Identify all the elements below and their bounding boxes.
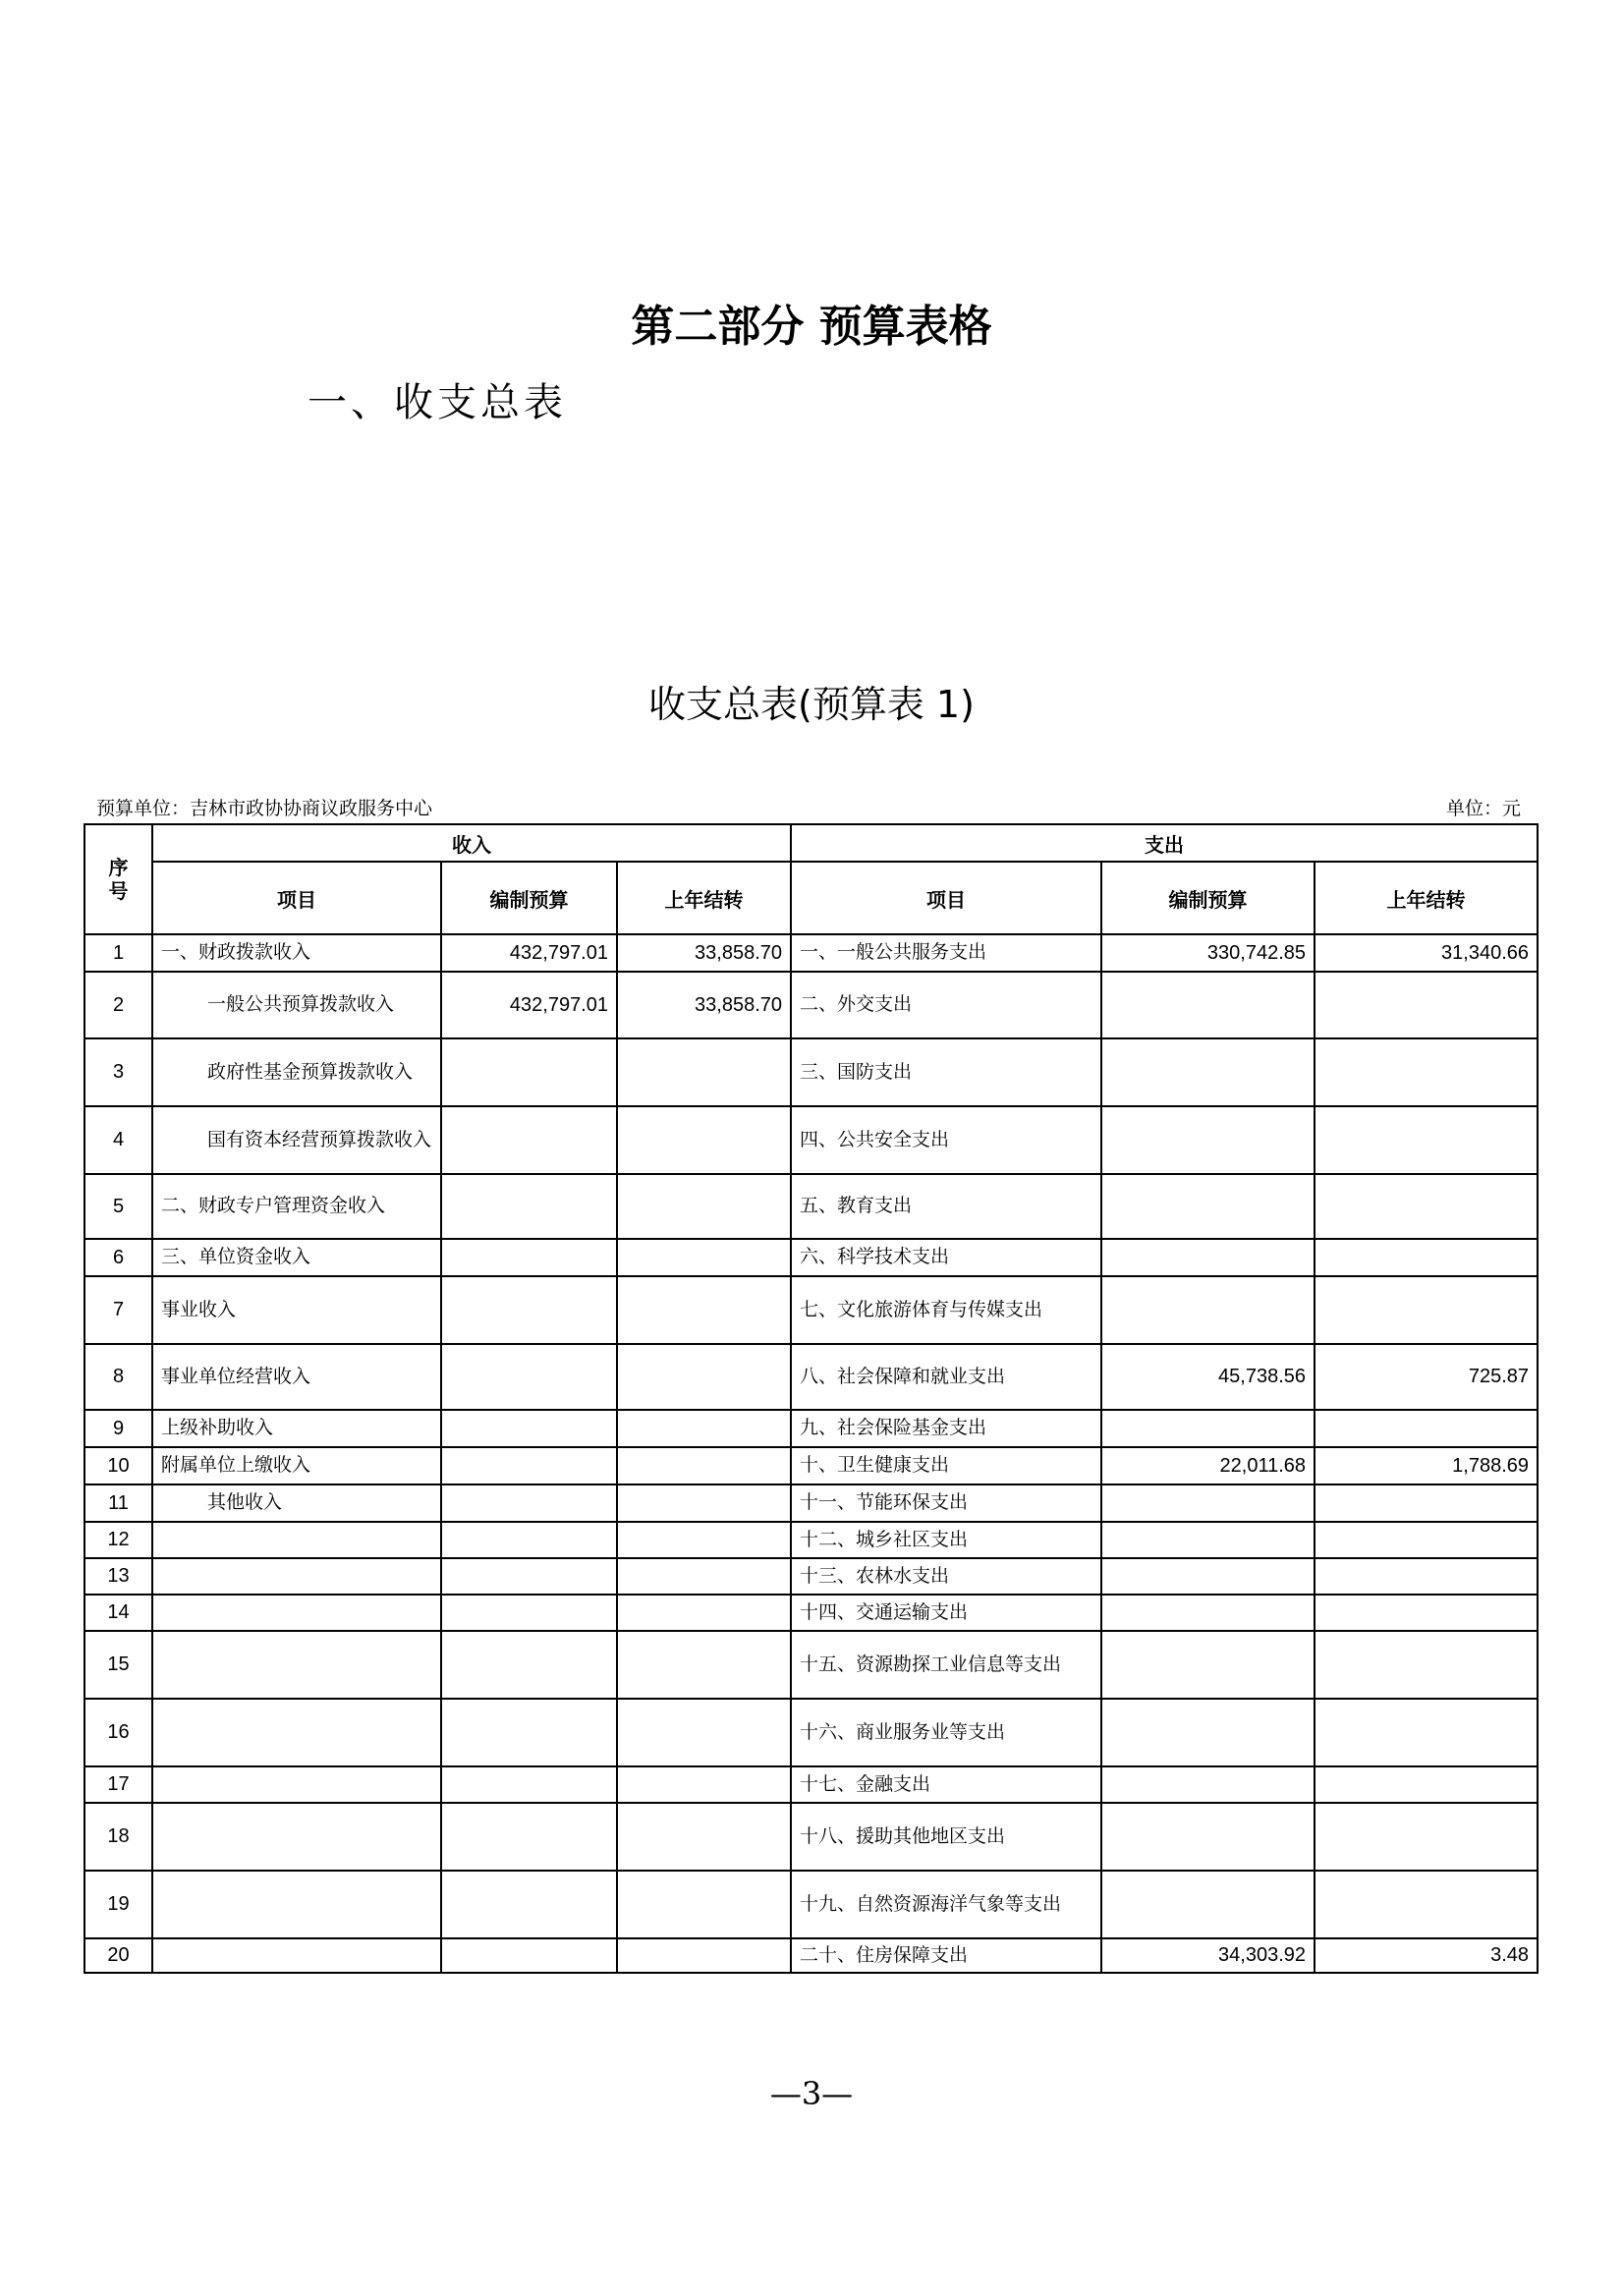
expense-carryover: 725.87 <box>1315 1344 1538 1410</box>
section-title: 一、收支总表 <box>308 380 567 425</box>
table-row <box>84 1239 1538 1276</box>
expense-budget <box>1101 1803 1315 1871</box>
expense-budget <box>1101 1766 1315 1803</box>
income-budget <box>441 1344 617 1410</box>
expense-item: 十二、城乡社区支出 <box>791 1522 1101 1558</box>
expense-carryover <box>1315 1631 1538 1699</box>
income-budget-header: 编制预算 <box>441 862 617 934</box>
expense-carryover <box>1315 1038 1538 1106</box>
income-carryover <box>617 1699 791 1766</box>
income-carryover <box>617 1484 791 1522</box>
row-seq: 9 <box>84 1410 152 1447</box>
expense-item: 十、卫生健康支出 <box>791 1447 1101 1484</box>
income-carryover <box>617 1595 791 1631</box>
income-carryover <box>617 1276 791 1344</box>
income-budget: 432,797.01 <box>441 934 617 972</box>
income-item: 其他收入 <box>152 1484 441 1522</box>
row-seq: 5 <box>84 1174 152 1239</box>
income-budget <box>441 1522 617 1558</box>
expense-item: 二、外交支出 <box>791 972 1101 1038</box>
row-seq: 18 <box>84 1803 152 1871</box>
table-row <box>84 1522 1538 1558</box>
row-seq: 13 <box>84 1558 152 1595</box>
income-budget <box>441 1106 617 1174</box>
income-carryover <box>617 1239 791 1276</box>
expense-carryover <box>1315 1174 1538 1239</box>
expense-item: 十四、交通运输支出 <box>791 1595 1101 1631</box>
budget-unit-label: 预算单位：吉林市政协协商议政服务中心 <box>96 798 433 819</box>
income-carryover <box>617 1522 791 1558</box>
row-seq: 19 <box>84 1871 152 1938</box>
income-budget <box>441 1938 617 1973</box>
expense-carryover <box>1315 1595 1538 1631</box>
expense-carryover <box>1315 1276 1538 1344</box>
row-seq: 14 <box>84 1595 152 1631</box>
expense-budget <box>1101 1699 1315 1766</box>
income-item <box>152 1558 441 1595</box>
income-item: 三、单位资金收入 <box>152 1239 441 1276</box>
row-seq: 3 <box>84 1038 152 1106</box>
income-item: 国有资本经营预算拨款收入 <box>152 1106 441 1174</box>
income-item: 事业单位经营收入 <box>152 1344 441 1410</box>
income-item <box>152 1595 441 1631</box>
expense-budget-header: 编制预算 <box>1101 862 1315 934</box>
table-row <box>84 934 1538 972</box>
income-item <box>152 1766 441 1803</box>
expense-item: 十五、资源勘探工业信息等支出 <box>791 1631 1101 1699</box>
expense-carryover <box>1315 1699 1538 1766</box>
income-carryover <box>617 1558 791 1595</box>
page-number: —3— <box>769 2075 854 2112</box>
expense-item: 三、国防支出 <box>791 1038 1101 1106</box>
income-carryover: 33,858.70 <box>617 972 791 1038</box>
expense-budget <box>1101 1038 1315 1106</box>
income-carryover <box>617 1447 791 1484</box>
seq-header: 序号 <box>84 824 152 934</box>
expense-item: 一、一般公共服务支出 <box>791 934 1101 972</box>
table-row <box>84 1410 1538 1447</box>
expense-carryover <box>1315 1871 1538 1938</box>
expense-carryover <box>1315 1558 1538 1595</box>
income-item: 事业收入 <box>152 1276 441 1344</box>
income-budget <box>441 1558 617 1595</box>
expense-budget <box>1101 1174 1315 1239</box>
row-seq: 20 <box>84 1938 152 1973</box>
table-row <box>84 1938 1538 1973</box>
expense-item: 四、公共安全支出 <box>791 1106 1101 1174</box>
income-item: 附属单位上缴收入 <box>152 1447 441 1484</box>
expense-carryover <box>1315 1410 1538 1447</box>
income-item: 上级补助收入 <box>152 1410 441 1447</box>
expense-budget: 22,011.68 <box>1101 1447 1315 1484</box>
income-item-header: 项目 <box>152 862 441 934</box>
expense-item: 七、文化旅游体育与传媒支出 <box>791 1276 1101 1344</box>
expense-item: 十六、商业服务业等支出 <box>791 1699 1101 1766</box>
currency-unit-label: 单位：元 <box>1445 798 1521 819</box>
table-row <box>84 1766 1538 1803</box>
table-row <box>84 972 1538 1038</box>
income-budget <box>441 1038 617 1106</box>
expense-budget <box>1101 1871 1315 1938</box>
income-budget <box>441 1410 617 1447</box>
income-budget <box>441 1447 617 1484</box>
income-carryover <box>617 1938 791 1973</box>
expense-carryover: 31,340.66 <box>1315 934 1538 972</box>
income-item: 政府性基金预算拨款收入 <box>152 1038 441 1106</box>
income-budget <box>441 1871 617 1938</box>
income-budget <box>441 1803 617 1871</box>
expense-carryover-header: 上年结转 <box>1315 862 1538 934</box>
row-seq: 8 <box>84 1344 152 1410</box>
expense-item-header: 项目 <box>791 862 1101 934</box>
expense-item: 六、科学技术支出 <box>791 1239 1101 1276</box>
budget-summary-table <box>84 823 1539 1974</box>
income-carryover: 33,858.70 <box>617 934 791 972</box>
row-seq: 6 <box>84 1239 152 1276</box>
income-budget <box>441 1595 617 1631</box>
table-row <box>84 1699 1538 1766</box>
expense-budget <box>1101 1484 1315 1522</box>
row-seq: 4 <box>84 1106 152 1174</box>
expense-carryover: 1,788.69 <box>1315 1447 1538 1484</box>
income-item <box>152 1522 441 1558</box>
expense-item: 二十、住房保障支出 <box>791 1938 1101 1973</box>
expense-budget <box>1101 1106 1315 1174</box>
table-row <box>84 1174 1538 1239</box>
income-budget: 432,797.01 <box>441 972 617 1038</box>
expense-item: 十一、节能环保支出 <box>791 1484 1101 1522</box>
income-budget <box>441 1484 617 1522</box>
income-carryover-header: 上年结转 <box>617 862 791 934</box>
income-carryover <box>617 1344 791 1410</box>
expense-budget <box>1101 1410 1315 1447</box>
table-row <box>84 1447 1538 1484</box>
expense-carryover <box>1315 1766 1538 1803</box>
income-carryover <box>617 1410 791 1447</box>
income-item <box>152 1699 441 1766</box>
income-budget <box>441 1699 617 1766</box>
row-seq: 10 <box>84 1447 152 1484</box>
expense-item: 十八、援助其他地区支出 <box>791 1803 1101 1871</box>
expense-carryover <box>1315 1484 1538 1522</box>
expense-item: 五、教育支出 <box>791 1174 1101 1239</box>
table-row <box>84 1484 1538 1522</box>
income-budget <box>441 1174 617 1239</box>
expense-budget <box>1101 1522 1315 1558</box>
table-row <box>84 1803 1538 1871</box>
table-row <box>84 1595 1538 1631</box>
income-carryover <box>617 1174 791 1239</box>
income-carryover <box>617 1106 791 1174</box>
income-item: 一、财政拨款收入 <box>152 934 441 972</box>
income-carryover <box>617 1803 791 1871</box>
expense-budget: 330,742.85 <box>1101 934 1315 972</box>
row-seq: 1 <box>84 934 152 972</box>
row-seq: 11 <box>84 1484 152 1522</box>
income-item <box>152 1938 441 1973</box>
expense-carryover <box>1315 1239 1538 1276</box>
expense-budget <box>1101 1276 1315 1344</box>
income-budget <box>441 1631 617 1699</box>
income-budget <box>441 1276 617 1344</box>
row-seq: 7 <box>84 1276 152 1344</box>
table-row <box>84 1106 1538 1174</box>
income-carryover <box>617 1766 791 1803</box>
expense-item: 九、社会保险基金支出 <box>791 1410 1101 1447</box>
income-item: 二、财政专户管理资金收入 <box>152 1174 441 1239</box>
expense-header: 支出 <box>791 824 1538 862</box>
table-row <box>84 1276 1538 1344</box>
expense-budget <box>1101 1631 1315 1699</box>
table-row <box>84 1558 1538 1595</box>
expense-budget <box>1101 1239 1315 1276</box>
income-carryover <box>617 1038 791 1106</box>
expense-item: 十九、自然资源海洋气象等支出 <box>791 1871 1101 1938</box>
expense-budget: 45,738.56 <box>1101 1344 1315 1410</box>
income-header: 收入 <box>152 824 791 862</box>
row-seq: 12 <box>84 1522 152 1558</box>
expense-carryover <box>1315 1522 1538 1558</box>
table-row <box>84 1871 1538 1938</box>
table-row <box>84 1631 1538 1699</box>
expense-budget: 34,303.92 <box>1101 1938 1315 1973</box>
expense-carryover: 3.48 <box>1315 1938 1538 1973</box>
income-carryover <box>617 1871 791 1938</box>
part-title: 第二部分 预算表格 <box>631 302 992 352</box>
expense-budget <box>1101 1595 1315 1631</box>
expense-carryover <box>1315 972 1538 1038</box>
expense-carryover <box>1315 1106 1538 1174</box>
income-item: 一般公共预算拨款收入 <box>152 972 441 1038</box>
income-budget <box>441 1766 617 1803</box>
row-seq: 17 <box>84 1766 152 1803</box>
expense-item: 八、社会保障和就业支出 <box>791 1344 1101 1410</box>
table-title: 收支总表(预算表 1) <box>648 683 975 726</box>
expense-budget <box>1101 972 1315 1038</box>
row-seq: 15 <box>84 1631 152 1699</box>
income-budget <box>441 1239 617 1276</box>
income-carryover <box>617 1631 791 1699</box>
table-row <box>84 1344 1538 1410</box>
income-item <box>152 1803 441 1871</box>
table-row <box>84 1038 1538 1106</box>
row-seq: 2 <box>84 972 152 1038</box>
expense-item: 十三、农林水支出 <box>791 1558 1101 1595</box>
expense-carryover <box>1315 1803 1538 1871</box>
income-item <box>152 1631 441 1699</box>
income-item <box>152 1871 441 1938</box>
row-seq: 16 <box>84 1699 152 1766</box>
expense-item: 十七、金融支出 <box>791 1766 1101 1803</box>
expense-budget <box>1101 1558 1315 1595</box>
